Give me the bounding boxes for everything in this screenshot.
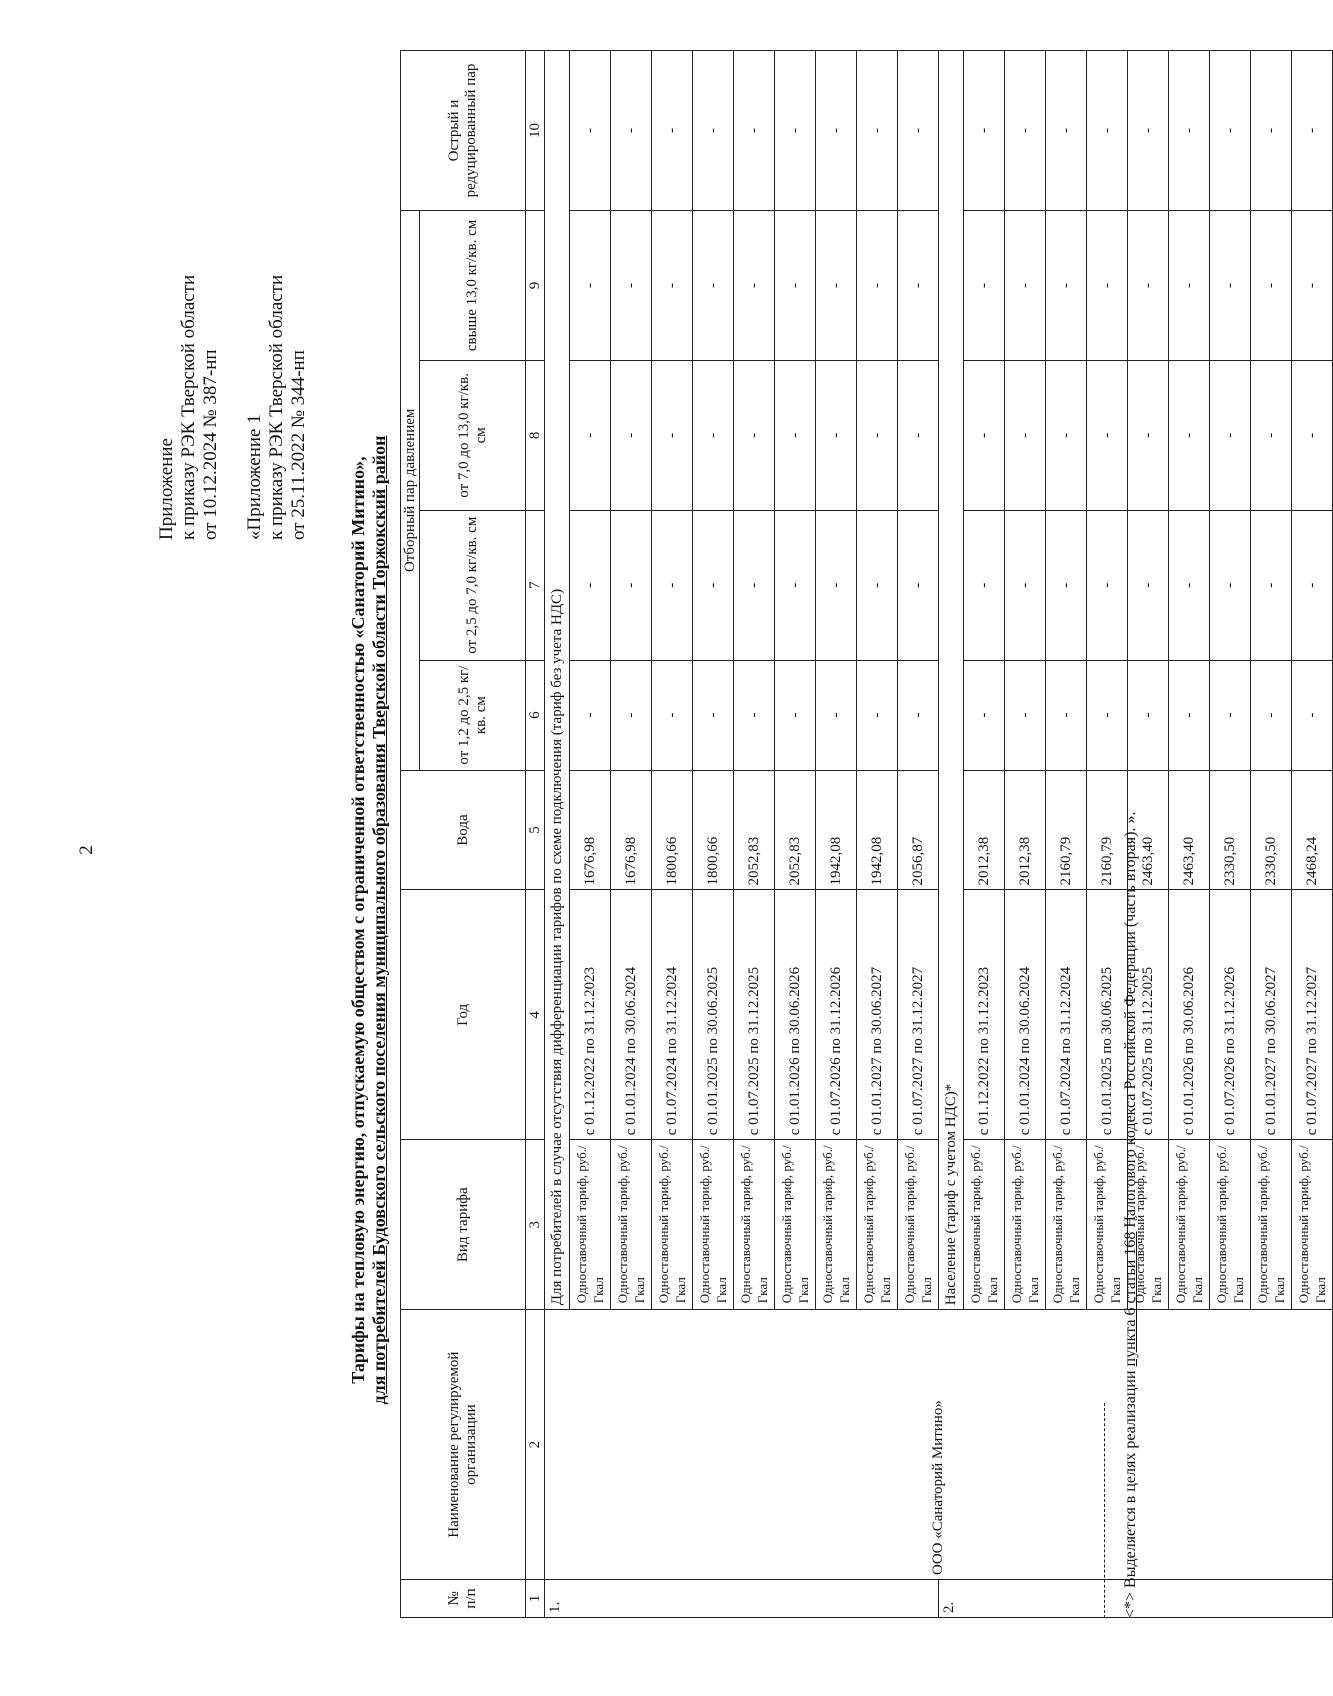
period-cell: с 01.01.2027 по 30.06.2027: [857, 890, 898, 1140]
tariff-type-cell: Одноставочный тариф, руб./Гкал: [964, 1140, 1005, 1310]
header-water: Вода: [401, 770, 526, 890]
water-value-cell: 2160,79: [1046, 770, 1087, 890]
dash-cell: -: [652, 660, 693, 770]
header-num: № п/п: [401, 1580, 526, 1618]
period-cell: с 01.01.2024 по 30.06.2024: [1005, 890, 1046, 1140]
dash-cell: -: [611, 360, 652, 510]
dash-cell: -: [898, 211, 939, 361]
dash-cell: -: [1251, 660, 1292, 770]
dash-cell: -: [1251, 51, 1292, 211]
tariff-type-cell: Одноставочный тариф, руб./Гкал: [1210, 1140, 1251, 1310]
appendix-line: «Приложение 1: [244, 414, 265, 540]
dash-cell: -: [816, 51, 857, 211]
period-cell: с 01.01.2025 по 30.06.2025: [1087, 890, 1128, 1140]
dash-cell: -: [693, 510, 734, 660]
org-name: ООО «Санаторий Митино»: [545, 1310, 1333, 1580]
dash-cell: -: [1128, 510, 1169, 660]
dash-cell: -: [964, 211, 1005, 361]
dash-cell: -: [611, 211, 652, 361]
appendix-line: от 10.12.2024 № 387-нп: [200, 349, 221, 540]
dash-cell: -: [1128, 211, 1169, 361]
dash-cell: -: [1292, 51, 1333, 211]
section-title: Население (тариф с учетом НДС)*: [939, 51, 964, 1310]
water-value-cell: 2052,83: [775, 770, 816, 890]
appendix-line: от 25.11.2022 № 344-нп: [288, 350, 309, 540]
water-value-cell: 1942,08: [857, 770, 898, 890]
tariff-type-cell: Одноставочный тариф, руб./Гкал: [1005, 1140, 1046, 1310]
dash-cell: -: [693, 660, 734, 770]
column-number: 7: [526, 510, 545, 660]
period-cell: с 01.07.2024 по 31.12.2024: [1046, 890, 1087, 1140]
dash-cell: -: [1005, 360, 1046, 510]
dash-cell: -: [570, 360, 611, 510]
header-row: [401, 51, 420, 1618]
header-pressure-3: от 7,0 до 13,0 кг/кв. см: [420, 360, 526, 510]
dash-cell: -: [964, 51, 1005, 211]
tariff-type-cell: Одноставочный тариф, руб./Гкал: [1292, 1140, 1333, 1310]
period-cell: с 01.01.2027 по 30.06.2027: [1251, 890, 1292, 1140]
period-cell: с 01.07.2025 по 31.12.2025: [1128, 890, 1169, 1140]
dash-cell: -: [1169, 510, 1210, 660]
header-year: Год: [401, 890, 526, 1140]
tariff-type-cell: Одноставочный тариф, руб./Гкал: [570, 1140, 611, 1310]
tariff-type-cell: Одноставочный тариф, руб./Гкал: [898, 1140, 939, 1310]
water-value-cell: 2330,50: [1251, 770, 1292, 890]
dash-cell: -: [1292, 360, 1333, 510]
dash-cell: -: [1169, 211, 1210, 361]
dash-cell: -: [611, 510, 652, 660]
column-number: 2: [526, 1310, 545, 1580]
tariff-table-body: [401, 51, 1333, 1618]
dash-cell: -: [1251, 510, 1292, 660]
dash-cell: -: [775, 660, 816, 770]
dash-cell: -: [1169, 360, 1210, 510]
dash-cell: -: [1005, 660, 1046, 770]
dash-cell: -: [898, 51, 939, 211]
dash-cell: -: [734, 360, 775, 510]
dash-cell: -: [1292, 510, 1333, 660]
tariff-type-cell: Одноставочный тариф, руб./Гкал: [1169, 1140, 1210, 1310]
section-number: 2.: [939, 1580, 1333, 1618]
dash-cell: -: [1210, 510, 1251, 660]
header-tariff-type: Вид тарифа: [401, 1140, 526, 1310]
period-cell: с 01.07.2024 по 31.12.2024: [652, 890, 693, 1140]
dash-cell: -: [570, 51, 611, 211]
dash-cell: -: [1128, 360, 1169, 510]
dash-cell: -: [734, 510, 775, 660]
header-steam-group: Отборный пар давлением: [401, 211, 420, 771]
water-value-cell: 1800,66: [693, 770, 734, 890]
water-value-cell: 2052,83: [734, 770, 775, 890]
period-cell: с 01.07.2025 по 31.12.2025: [734, 890, 775, 1140]
dash-cell: -: [857, 660, 898, 770]
dash-cell: -: [1046, 510, 1087, 660]
period-cell: с 01.12.2022 по 31.12.2023: [964, 890, 1005, 1140]
water-value-cell: 1676,98: [611, 770, 652, 890]
dash-cell: -: [1210, 360, 1251, 510]
dash-cell: -: [652, 211, 693, 361]
column-number: 9: [526, 211, 545, 361]
dash-cell: -: [693, 51, 734, 211]
dash-cell: -: [1046, 660, 1087, 770]
dash-cell: -: [1292, 211, 1333, 361]
water-value-cell: 2463,40: [1169, 770, 1210, 890]
footnote-rule: [1104, 1403, 1105, 1618]
dash-cell: -: [1087, 51, 1128, 211]
dash-cell: -: [964, 360, 1005, 510]
dash-cell: -: [775, 360, 816, 510]
column-number: 5: [526, 770, 545, 890]
dash-cell: -: [1087, 211, 1128, 361]
period-cell: с 01.01.2026 по 30.06.2026: [775, 890, 816, 1140]
dash-cell: -: [1169, 660, 1210, 770]
tariff-type-cell: Одноставочный тариф, руб./Гкал: [611, 1140, 652, 1310]
dash-cell: -: [857, 211, 898, 361]
dash-cell: -: [1169, 51, 1210, 211]
appendix-line: Приложение: [156, 438, 177, 540]
document-title: [348, 330, 390, 1510]
period-cell: с 01.01.2026 по 30.06.2026: [1169, 890, 1210, 1140]
period-cell: с 01.07.2026 по 31.12.2026: [1210, 890, 1251, 1140]
dash-cell: -: [775, 51, 816, 211]
column-number: 1: [526, 1580, 545, 1618]
footnote-law-reference: пункта 6 статьи 168: [1122, 1231, 1139, 1367]
footnote-text: <*> Выделяется в целях реализации: [1122, 1366, 1139, 1618]
appendix-block: [156, 70, 310, 540]
column-number: 8: [526, 360, 545, 510]
appendix-line: к приказу РЭК Тверской области: [266, 274, 287, 540]
dash-cell: -: [570, 211, 611, 361]
dash-cell: -: [611, 51, 652, 211]
footnote: [1122, 812, 1140, 1618]
dash-cell: -: [898, 510, 939, 660]
tariff-table: [400, 50, 1333, 1618]
water-value-cell: 2468,24: [1292, 770, 1333, 890]
header-org: Наименование регулируемой организации: [401, 1310, 526, 1580]
dash-cell: -: [1210, 660, 1251, 770]
header-pressure-1: от 1,2 до 2,5 кг/кв. см: [420, 660, 526, 770]
dash-cell: -: [1128, 51, 1169, 211]
appendix-line: к приказу РЭК Тверской области: [178, 274, 199, 540]
dash-cell: -: [734, 660, 775, 770]
dash-cell: -: [857, 360, 898, 510]
dash-cell: -: [816, 510, 857, 660]
dash-cell: -: [964, 660, 1005, 770]
title-line-1: Тарифы на тепловую энергию, отпускаемую обществом с ограниченной ответственностью «Санаторий Митино»,: [348, 456, 368, 1384]
dash-cell: -: [898, 360, 939, 510]
tariff-type-cell: Одноставочный тариф, руб./Гкал: [652, 1140, 693, 1310]
dash-cell: -: [1210, 51, 1251, 211]
dash-cell: -: [1087, 510, 1128, 660]
period-cell: с 01.01.2024 по 30.06.2024: [611, 890, 652, 1140]
dash-cell: -: [652, 360, 693, 510]
header-pressure-4: свыше 13,0 кг/кв. см: [420, 211, 526, 361]
column-number: 3: [526, 1140, 545, 1310]
tariff-type-cell: Одноставочный тариф, руб./Гкал: [1128, 1140, 1169, 1310]
dash-cell: -: [898, 660, 939, 770]
dash-cell: -: [1251, 360, 1292, 510]
header-pressure-2: от 2,5 до 7,0 кг/кв. см: [420, 510, 526, 660]
dash-cell: -: [1005, 510, 1046, 660]
dash-cell: -: [816, 211, 857, 361]
section-number: 1.: [545, 1580, 939, 1618]
water-value-cell: 2056,87: [898, 770, 939, 890]
dash-cell: -: [1128, 660, 1169, 770]
dash-cell: -: [734, 51, 775, 211]
tariff-type-cell: Одноставочный тариф, руб./Гкал: [857, 1140, 898, 1310]
water-value-cell: 2012,38: [1005, 770, 1046, 890]
water-value-cell: 2463,40: [1128, 770, 1169, 890]
dash-cell: -: [1210, 211, 1251, 361]
dash-cell: -: [570, 510, 611, 660]
column-number: 4: [526, 890, 545, 1140]
dash-cell: -: [693, 211, 734, 361]
dash-cell: -: [816, 360, 857, 510]
water-value-cell: 1942,08: [816, 770, 857, 890]
dash-cell: -: [1087, 660, 1128, 770]
dash-cell: -: [857, 510, 898, 660]
dash-cell: -: [611, 660, 652, 770]
dash-cell: -: [964, 510, 1005, 660]
tariff-type-cell: Одноставочный тариф, руб./Гкал: [816, 1140, 857, 1310]
dash-cell: -: [816, 660, 857, 770]
dash-cell: -: [693, 360, 734, 510]
tariff-type-cell: Одноставочный тариф, руб./Гкал: [775, 1140, 816, 1310]
water-value-cell: 1800,66: [652, 770, 693, 890]
dash-cell: -: [570, 660, 611, 770]
water-value-cell: 1676,98: [570, 770, 611, 890]
tariff-type-cell: Одноставочный тариф, руб./Гкал: [1251, 1140, 1292, 1310]
dash-cell: -: [1251, 211, 1292, 361]
tariff-type-cell: Одноставочный тариф, руб./Гкал: [1087, 1140, 1128, 1310]
dash-cell: -: [1005, 51, 1046, 211]
section-row: [545, 51, 570, 1618]
header-sharp-steam: Острый и редуцированный пар: [401, 51, 526, 211]
period-cell: с 01.07.2027 по 31.12.2027: [1292, 890, 1333, 1140]
water-value-cell: 2330,50: [1210, 770, 1251, 890]
dash-cell: -: [775, 211, 816, 361]
title-line-2: для потребителей Будовского сельского поселения муниципального образования Тверской области Торжокский район: [369, 435, 389, 1405]
column-numbers-row: [526, 51, 545, 1618]
tariff-type-cell: Одноставочный тариф, руб./Гкал: [693, 1140, 734, 1310]
period-cell: с 01.12.2022 по 31.12.2023: [570, 890, 611, 1140]
dash-cell: -: [1046, 211, 1087, 361]
dash-cell: -: [1046, 51, 1087, 211]
page-number: 2: [76, 845, 97, 855]
footnote-text-end: Налогового кодекса Российской Федерации (часть вторая). ».: [1122, 811, 1139, 1232]
column-number: 10: [526, 51, 545, 211]
dash-cell: -: [1292, 660, 1333, 770]
section-title: Для потребителей в случае отсутствия дифференциации тарифов по схеме подключения (тариф без учета НДС): [545, 51, 570, 1310]
water-value-cell: 2160,79: [1087, 770, 1128, 890]
period-cell: с 01.07.2026 по 31.12.2026: [816, 890, 857, 1140]
dash-cell: -: [1046, 360, 1087, 510]
period-cell: с 01.01.2025 по 30.06.2025: [693, 890, 734, 1140]
rotated-page: [50, 50, 1328, 1650]
water-value-cell: 2012,38: [964, 770, 1005, 890]
dash-cell: -: [1087, 360, 1128, 510]
dash-cell: -: [775, 510, 816, 660]
column-number: 6: [526, 660, 545, 770]
tariff-type-cell: Одноставочный тариф, руб./Гкал: [1046, 1140, 1087, 1310]
dash-cell: -: [1005, 211, 1046, 361]
tariff-type-cell: Одноставочный тариф, руб./Гкал: [734, 1140, 775, 1310]
dash-cell: -: [857, 51, 898, 211]
period-cell: с 01.07.2027 по 31.12.2027: [898, 890, 939, 1140]
dash-cell: -: [652, 51, 693, 211]
dash-cell: -: [734, 211, 775, 361]
dash-cell: -: [652, 510, 693, 660]
